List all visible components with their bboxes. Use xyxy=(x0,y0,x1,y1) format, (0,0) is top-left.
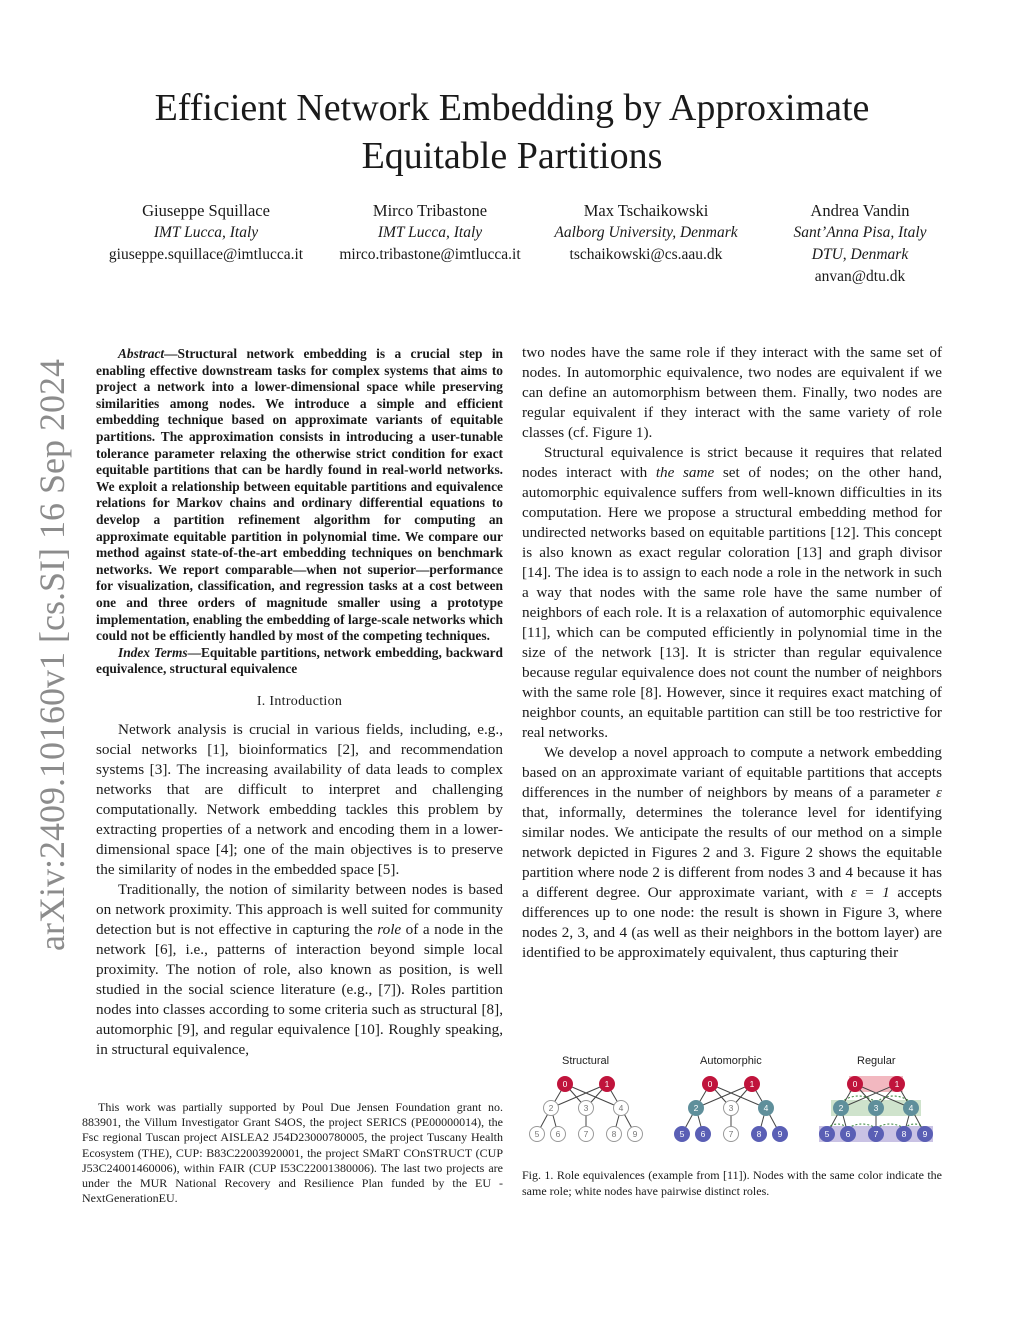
node-label: 3 xyxy=(583,1103,589,1114)
footnote-block xyxy=(82,1100,503,1206)
node-label: 9 xyxy=(632,1129,638,1140)
author-name: Max Tschaikowski xyxy=(583,201,709,220)
text-span: that, informally, determines the tolerance level for identifying similar nodes. We anticipate the results of our method on a simple network depicted in Figures 2 and 3. Figure 2 shows the equitable partition where node 2 is different from nodes 3 and 4 because it has a different degree. Our approximate variant, with xyxy=(522,804,942,901)
intro-paragraph-2 xyxy=(96,880,503,1060)
node-label: 2 xyxy=(548,1103,554,1114)
node-label: 7 xyxy=(873,1129,879,1140)
author-affiliation: Sant’Anna Pisa, Italy xyxy=(793,224,927,241)
index-terms-text: —Equitable partitions, network embedding, backward equivalence, structural equivalence xyxy=(96,644,503,677)
figure-caption-block xyxy=(522,1168,942,1199)
figure-caption: Fig. 1. Role equivalences (example from [11]). Nodes with the same color indicate the same role; white nodes have pairwise distinct roles. xyxy=(522,1168,942,1198)
node-label: 8 xyxy=(756,1129,762,1140)
emphasis: the same xyxy=(655,464,715,481)
node-label: 1 xyxy=(604,1079,610,1090)
index-terms-label: Index Terms xyxy=(118,644,188,660)
author-affiliation: Aalborg University, Denmark xyxy=(554,224,738,241)
author-name: Mirco Tribastone xyxy=(372,201,488,220)
text-span: accepts differences up to one node: the result is shown in Figure 3, where nodes 2, 3, and 4 (as well as their neighbors in the bottom layer) are identified to be approximately equivalent, thus capturing their xyxy=(522,884,943,961)
author-email: anvan@dtu.dk xyxy=(814,268,906,285)
author-email: giuseppe.squillace@imtlucca.it xyxy=(108,246,304,263)
panel-title-automorphic: Automorphic xyxy=(700,1055,762,1067)
emphasis: role xyxy=(377,920,402,938)
node-label: 4 xyxy=(763,1103,769,1114)
author-name: Giuseppe Squillace xyxy=(142,201,270,220)
node-label: 6 xyxy=(700,1129,706,1140)
node-label: 7 xyxy=(728,1129,734,1140)
left-column xyxy=(96,346,503,1060)
index-terms xyxy=(96,645,503,678)
author-affiliation: IMT Lucca, Italy xyxy=(153,224,259,241)
author-email: mirco.tribastone@imtlucca.it xyxy=(339,246,521,263)
author-name: Andrea Vandin xyxy=(810,201,910,220)
author-affiliation-2: DTU, Denmark xyxy=(811,246,909,263)
node-label: 8 xyxy=(901,1129,907,1140)
author-2 xyxy=(320,200,540,266)
right-column xyxy=(522,343,942,963)
author-4 xyxy=(760,200,960,288)
intro-paragraph-5 xyxy=(522,743,942,963)
intro-paragraph-4 xyxy=(522,443,942,743)
figure-1-graphs xyxy=(518,1068,948,1148)
node-label: 0 xyxy=(562,1079,568,1090)
panel-title-regular: Regular xyxy=(857,1055,896,1067)
text-span: of a node in the network [6], i.e., patterns of interaction beyond simple local proximity. The notion of role, also known as position, is well studied in the social science literature (e.g., [7]). Roles partition nodes into classes according to some criteria such as structural [8], automorphic [9], and regular equivalence [10]. Roughly speaking, in structural equivalence, xyxy=(96,920,503,1058)
epsilon-symbol: ε xyxy=(936,784,942,801)
epsilon-value: ε = 1 xyxy=(850,884,890,901)
node-label: 6 xyxy=(555,1129,561,1140)
node-label: 8 xyxy=(611,1129,617,1140)
node-label: 5 xyxy=(824,1129,830,1140)
node-label: 9 xyxy=(777,1129,783,1140)
node-label: 5 xyxy=(679,1129,685,1140)
text-span: Traditionally, the notion of similarity between nodes is based on network proximity. This approach is well suited for community detection but is not effective in capturing the xyxy=(96,880,503,938)
intro-paragraph-1: Network analysis is crucial in various fields, including, e.g., social networks [1], bioinformatics [2], and recommendation systems [3]. The increasing availability of data leads to complex networks that are difficult to interpret and challenging computationally. Network embedding tackles this problem by extracting properties of a network and encoding them in a lower-dimensional space [4]; one of the main objectives is to preserve the similarity of nodes in the embedded space [5]. xyxy=(96,720,503,878)
text-span: Structural equivalence is strict because it requires that related nodes interact with xyxy=(522,444,942,481)
node-label: 3 xyxy=(728,1103,734,1114)
node-label: 4 xyxy=(908,1103,914,1114)
text-span: set of nodes; on the other hand, automorphic equivalence suffers from well-known difficulties in its computation. Here we propose a structural embedding method for undirected networks based on equitable partitions [12]. This concept is also known as exact regular coloration [13] and graph divisor [14]. The idea is to assign to each node a role in the network in such a way that nodes with the same role have the same number of neighbors of each role. It is a relaxation of automorphic equivalence [11], which can be computed efficiently in polynomial time in the size of the network [13]. It is stricter than regular equivalence because regular equivalence does not count the number of neighbors with the same role [8]. However, since it requires exact matching of neighbor counts, an equitable partition can still be too restrictive for real networks. xyxy=(522,464,942,741)
node-label: 6 xyxy=(845,1129,851,1140)
title-line-2: Equitable Partitions xyxy=(361,135,663,177)
node-label: 4 xyxy=(618,1103,624,1114)
panel-title-structural: Structural xyxy=(562,1055,610,1067)
arxiv-stamp: arXiv:2409.10160v1 [cs.SI] 16 Sep 2024 xyxy=(32,359,72,951)
node-label: 0 xyxy=(707,1079,713,1090)
author-email: tschaikowski@cs.aau.dk xyxy=(569,246,723,263)
node-label: 9 xyxy=(922,1129,928,1140)
node-label: 5 xyxy=(534,1129,540,1140)
abstract-text: —Structural network embedding is a crucial step in enabling effective downstream tasks for complex systems that aims to project a network into a lower-dimensional space while preserving similarities among nodes. We introduce a simple and efficient embedding technique based on approximate variants of equitable partitions. The approximation consists in introducing a user-tunable tolerance parameter relaxing the otherwise strict condition for exact equitable partitions that can be hardly found in real-world networks. We exploit a relationship between equitable partitions and equivalence relations for Markov chains and ordinary differential equations to develop a partition refinement algorithm for computing an approximate equitable partition in polynomial time. We compare our method against state-of-the-art embedding techniques on benchmark networks. We report comparable—when not superior—performance for visualization, classification, and regression tasks at a cost between one and three orders of magnitude smaller using a prototype implementation, enabling the embedding of large-scale networks which could not be efficiently handled by most of the competing techniques. xyxy=(96,346,503,644)
text-span: We develop a novel approach to compute a network embedding based on an approximate variant of equitable partitions that accepts differences in the number of neighbors by means of a parameter xyxy=(522,744,942,801)
title-line-1: Efficient Network Embedding by Approximate xyxy=(154,87,870,129)
intro-paragraph-3: two nodes have the same role if they interact with the same set of nodes. In automorphic equivalence, two nodes are equivalent if we can define an automorphism between them. Finally, two nodes are regular equivalent if they interact with the same variety of role classes (cf. Figure 1). xyxy=(522,344,942,441)
paper-title xyxy=(0,84,1024,180)
author-affiliation: IMT Lucca, Italy xyxy=(377,224,483,241)
node-label: 7 xyxy=(583,1129,589,1140)
section-heading: I. Introduction xyxy=(256,693,343,709)
node-label: 0 xyxy=(852,1079,858,1090)
abstract-label: Abstract xyxy=(118,346,165,361)
author-1 xyxy=(96,200,316,266)
node-label: 3 xyxy=(873,1103,879,1114)
footnote: This work was partially supported by Poul Due Jensen Foundation grant no. 883901, the Villum Investigator Grant S4OS, the project SERICS (PE00000014), the Fsc regional Tuscan project AISLEA2 J54D23000780005, the project Tuscany Health Ecosystem (THE), CUP: B83C22003920001, the project SMaRT COnSTRUCT (CUP J53C24001460006), within FAIR (CUP I53C22001380006). The last two projects are under the MUR National Recovery and Resilience Plan funded by the EU - NextGenerationEU. xyxy=(82,1100,503,1206)
node-label: 1 xyxy=(894,1079,900,1090)
author-3 xyxy=(538,200,754,266)
abstract xyxy=(96,346,503,645)
node-label: 2 xyxy=(838,1103,844,1114)
node-label: 1 xyxy=(749,1079,755,1090)
node-label: 2 xyxy=(693,1103,699,1114)
